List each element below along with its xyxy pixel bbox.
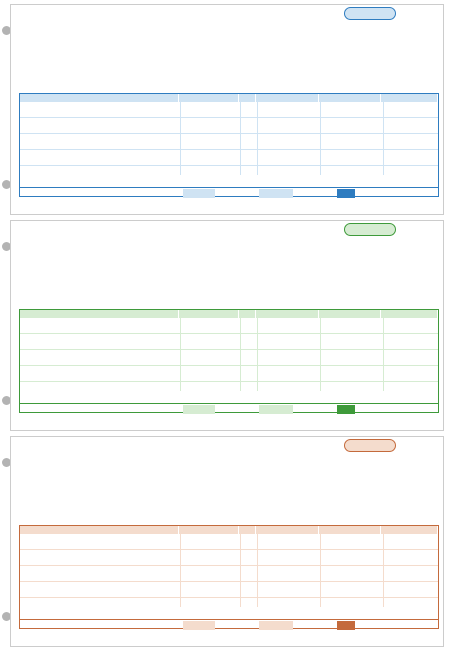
sidebar-logo <box>449 594 458 634</box>
header-price <box>256 94 319 102</box>
header-qty <box>179 94 239 102</box>
tax-label <box>259 189 293 198</box>
total-label <box>337 189 355 198</box>
table-row <box>20 334 438 350</box>
header-note <box>381 310 438 318</box>
pretax-label <box>183 189 215 198</box>
tax-amount <box>295 405 335 414</box>
table-row <box>20 350 438 366</box>
total-amount <box>358 621 418 630</box>
table-row <box>20 150 438 166</box>
table-footer <box>20 619 438 630</box>
table-row <box>20 366 438 382</box>
header-item <box>20 94 179 102</box>
table-row <box>20 566 438 582</box>
table-row <box>20 582 438 598</box>
header-amount <box>319 526 382 534</box>
pretax-amount <box>217 405 257 414</box>
tax-amount <box>295 189 335 198</box>
item-table <box>19 93 439 197</box>
tax-label <box>259 405 293 414</box>
header-unit <box>239 526 256 534</box>
table-footer <box>20 187 438 198</box>
sidebar-label <box>449 10 458 160</box>
header-item <box>20 310 179 318</box>
doc-title <box>344 7 396 20</box>
header-note <box>381 526 438 534</box>
header-price <box>256 310 319 318</box>
table-row <box>20 118 438 134</box>
total-label <box>337 621 355 630</box>
table-header <box>20 310 438 318</box>
doc-title <box>344 439 396 452</box>
sidebar-logo <box>449 160 458 200</box>
tax-amount <box>295 621 335 630</box>
table-row <box>20 534 438 550</box>
table-row <box>20 550 438 566</box>
header-unit <box>239 94 256 102</box>
total-amount <box>358 189 418 198</box>
header-amount <box>319 94 382 102</box>
sidebar-label <box>449 228 458 378</box>
header-price <box>256 526 319 534</box>
table-header <box>20 94 438 102</box>
header-item <box>20 526 179 534</box>
total-label <box>337 405 355 414</box>
thanks-message <box>22 189 172 198</box>
item-table <box>19 309 439 413</box>
pretax-amount <box>217 621 257 630</box>
table-row <box>20 102 438 118</box>
table-row <box>20 318 438 334</box>
table-header <box>20 526 438 534</box>
thanks-message <box>22 405 172 414</box>
pretax-label <box>183 405 215 414</box>
sidebar-logo <box>449 378 458 418</box>
pretax-amount <box>217 189 257 198</box>
header-qty <box>179 310 239 318</box>
pretax-label <box>183 621 215 630</box>
header-note <box>381 94 438 102</box>
table-footer <box>20 403 438 414</box>
table-row <box>20 134 438 150</box>
sheet-1 <box>10 220 444 431</box>
doc-title <box>344 223 396 236</box>
sheet-2 <box>10 436 444 647</box>
header-qty <box>179 526 239 534</box>
tax-label <box>259 621 293 630</box>
header-unit <box>239 310 256 318</box>
sidebar-label <box>449 444 458 594</box>
item-table <box>19 525 439 629</box>
header-amount <box>319 310 382 318</box>
thanks-message <box>22 621 172 630</box>
total-amount <box>358 405 418 414</box>
sheet-0 <box>10 4 444 215</box>
sidebar-strip <box>447 0 459 650</box>
